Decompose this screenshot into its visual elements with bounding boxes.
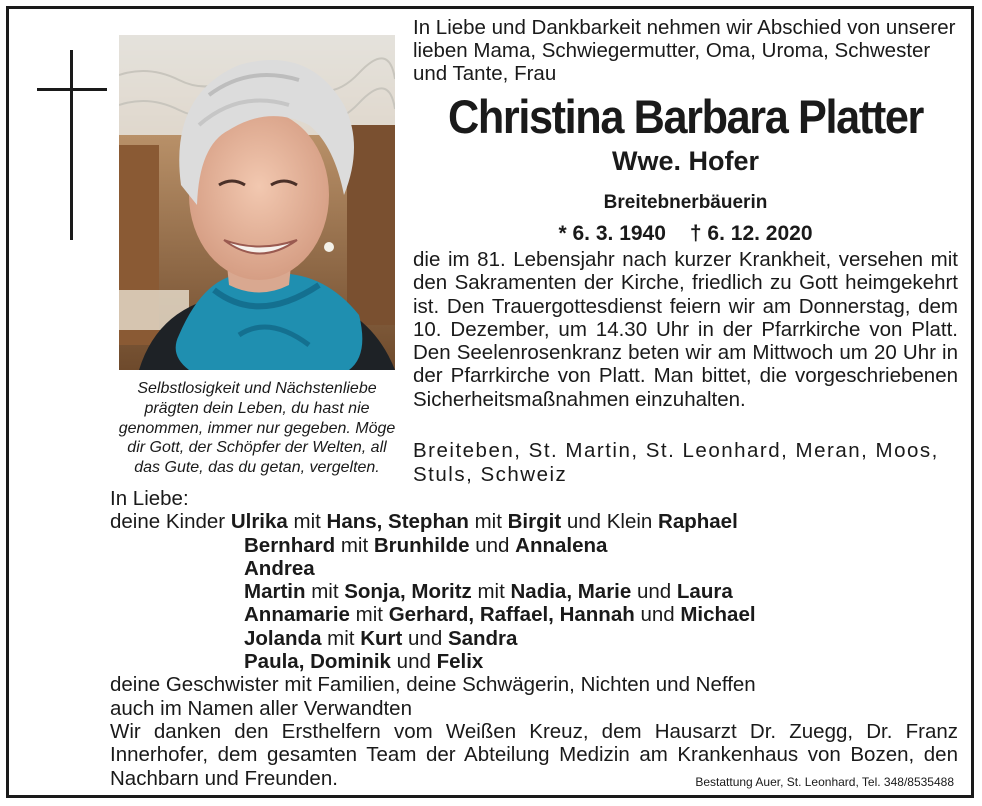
- family-connector: mit: [468, 510, 508, 534]
- family-member-name: Laura: [676, 580, 733, 604]
- cross-icon-vertical: [70, 50, 73, 240]
- family-connector: mit: [321, 626, 361, 650]
- family-member-name: Gerhard, Raffael, Hannah: [388, 603, 635, 627]
- life-dates: [413, 222, 958, 246]
- family-connector: mit: [349, 603, 389, 627]
- family-member-name: Annamarie: [244, 603, 350, 627]
- family-member-name: Jolanda: [244, 626, 322, 650]
- places-list: Breiteben, St. Martin, St. Leonhard, Meran, Moos, Stuls, Schweiz: [413, 439, 939, 486]
- children-list: [110, 510, 960, 673]
- family-connector: mit: [471, 580, 511, 604]
- family-member-name: Hans, Stephan: [326, 510, 469, 534]
- family-row: [110, 650, 960, 673]
- family-connector: und Klein: [561, 510, 659, 534]
- deceased-name: Christina Barbara Platter: [448, 90, 923, 143]
- cross-icon-horizontal: [37, 88, 107, 91]
- intro-text: In Liebe und Dankbarkeit nehmen wir Abschied von unserer lieben Mama, Schwiegermutter, Oma, Uroma, Schwester und Tante, Frau: [413, 16, 956, 85]
- family-member-name: Sonja, Moritz: [344, 580, 472, 604]
- family-member-name: Brunhilde: [373, 533, 470, 557]
- family-member-name: Paula, Dominik: [244, 650, 391, 674]
- family-connector: und: [634, 603, 681, 627]
- family-member-name: Felix: [436, 650, 484, 674]
- notice-body: die im 81. Lebensjahr nach kurzer Krankheit, versehen mit den Sakramenten der Kirche, friedlich zu Gott heimgekehrt ist. Den Trauergottesdienst feiern wir am Donnerstag, dem 10. Dezember, um 14.30 Uhr in der Pfarrkirche von Platt. Den Seelenrosenkranz beten wir am Mittwoch um 20 Uhr in der Pfarrkirche von Platt. Man bittet, die vorgeschriebenen Sicherheitsmaßnahmen einzuhalten.: [413, 248, 958, 411]
- birth-date: * 6. 3. 1940: [558, 222, 666, 245]
- family-connector: mit: [287, 510, 327, 534]
- family-row: [110, 627, 960, 650]
- family-connector: und: [402, 626, 448, 650]
- family-member-name: Birgit: [507, 510, 562, 534]
- thanks-text: Wir danken den Ersthelfern vom Weißen Kreuz, dem Hausarzt Dr. Zuegg, Dr. Franz Innerhofer, dem gesamten Team der Abteilung Medizin am Krankenhaus von Bozen, den Nachbarn und Freunden.: [110, 720, 958, 790]
- family-connector: und: [631, 580, 677, 604]
- family-member-name: Michael: [680, 603, 756, 627]
- siblings-line: deine Geschwister mit Familien, deine Schwägerin, Nichten und Neffen: [110, 673, 756, 697]
- family-member-name: Nadia, Marie: [510, 580, 632, 604]
- in-liebe-label: In Liebe:: [110, 487, 189, 510]
- portrait-photo: [119, 35, 395, 370]
- family-member-name: Annalena: [515, 533, 608, 557]
- family-row: [110, 603, 960, 626]
- family-row: [110, 534, 960, 557]
- family-member-name: Ulrika: [230, 510, 288, 534]
- family-row: [110, 557, 960, 580]
- family-member-name: Martin: [244, 580, 306, 604]
- family-connector: mit: [335, 533, 374, 557]
- relatives-line: auch im Namen aller Verwandten: [110, 696, 412, 720]
- family-member-name: Sandra: [447, 626, 518, 650]
- family-connector: mit: [305, 580, 345, 604]
- family-member-name: Andrea: [244, 556, 315, 580]
- farm-title: Breitebnerbäuerin: [603, 192, 768, 213]
- death-date: † 6. 12. 2020: [689, 222, 813, 245]
- family-connector: und: [469, 533, 516, 557]
- family-row: [110, 580, 960, 603]
- widow-name: Wwe. Hofer: [611, 146, 759, 176]
- family-member-name: Bernhard: [244, 533, 336, 557]
- family-row: [110, 510, 960, 533]
- children-prefix: deine Kinder: [110, 510, 231, 534]
- memorial-quote: Selbstlosigkeit und Nächstenliebe prägten dein Leben, du hast nie genommen, immer nur gegeben. Möge dir Gott, der Schöpfer der Welten, all das Gute, das du getan, vergelten.: [118, 380, 396, 477]
- funeral-home-footer: Bestattung Auer, St. Leonhard, Tel. 348/8535488: [695, 775, 954, 789]
- portrait-illustration: [119, 35, 395, 370]
- family-list: [110, 487, 960, 720]
- family-connector: und: [390, 650, 437, 674]
- family-member-name: Kurt: [360, 626, 403, 650]
- family-member-name: Raphael: [658, 510, 738, 534]
